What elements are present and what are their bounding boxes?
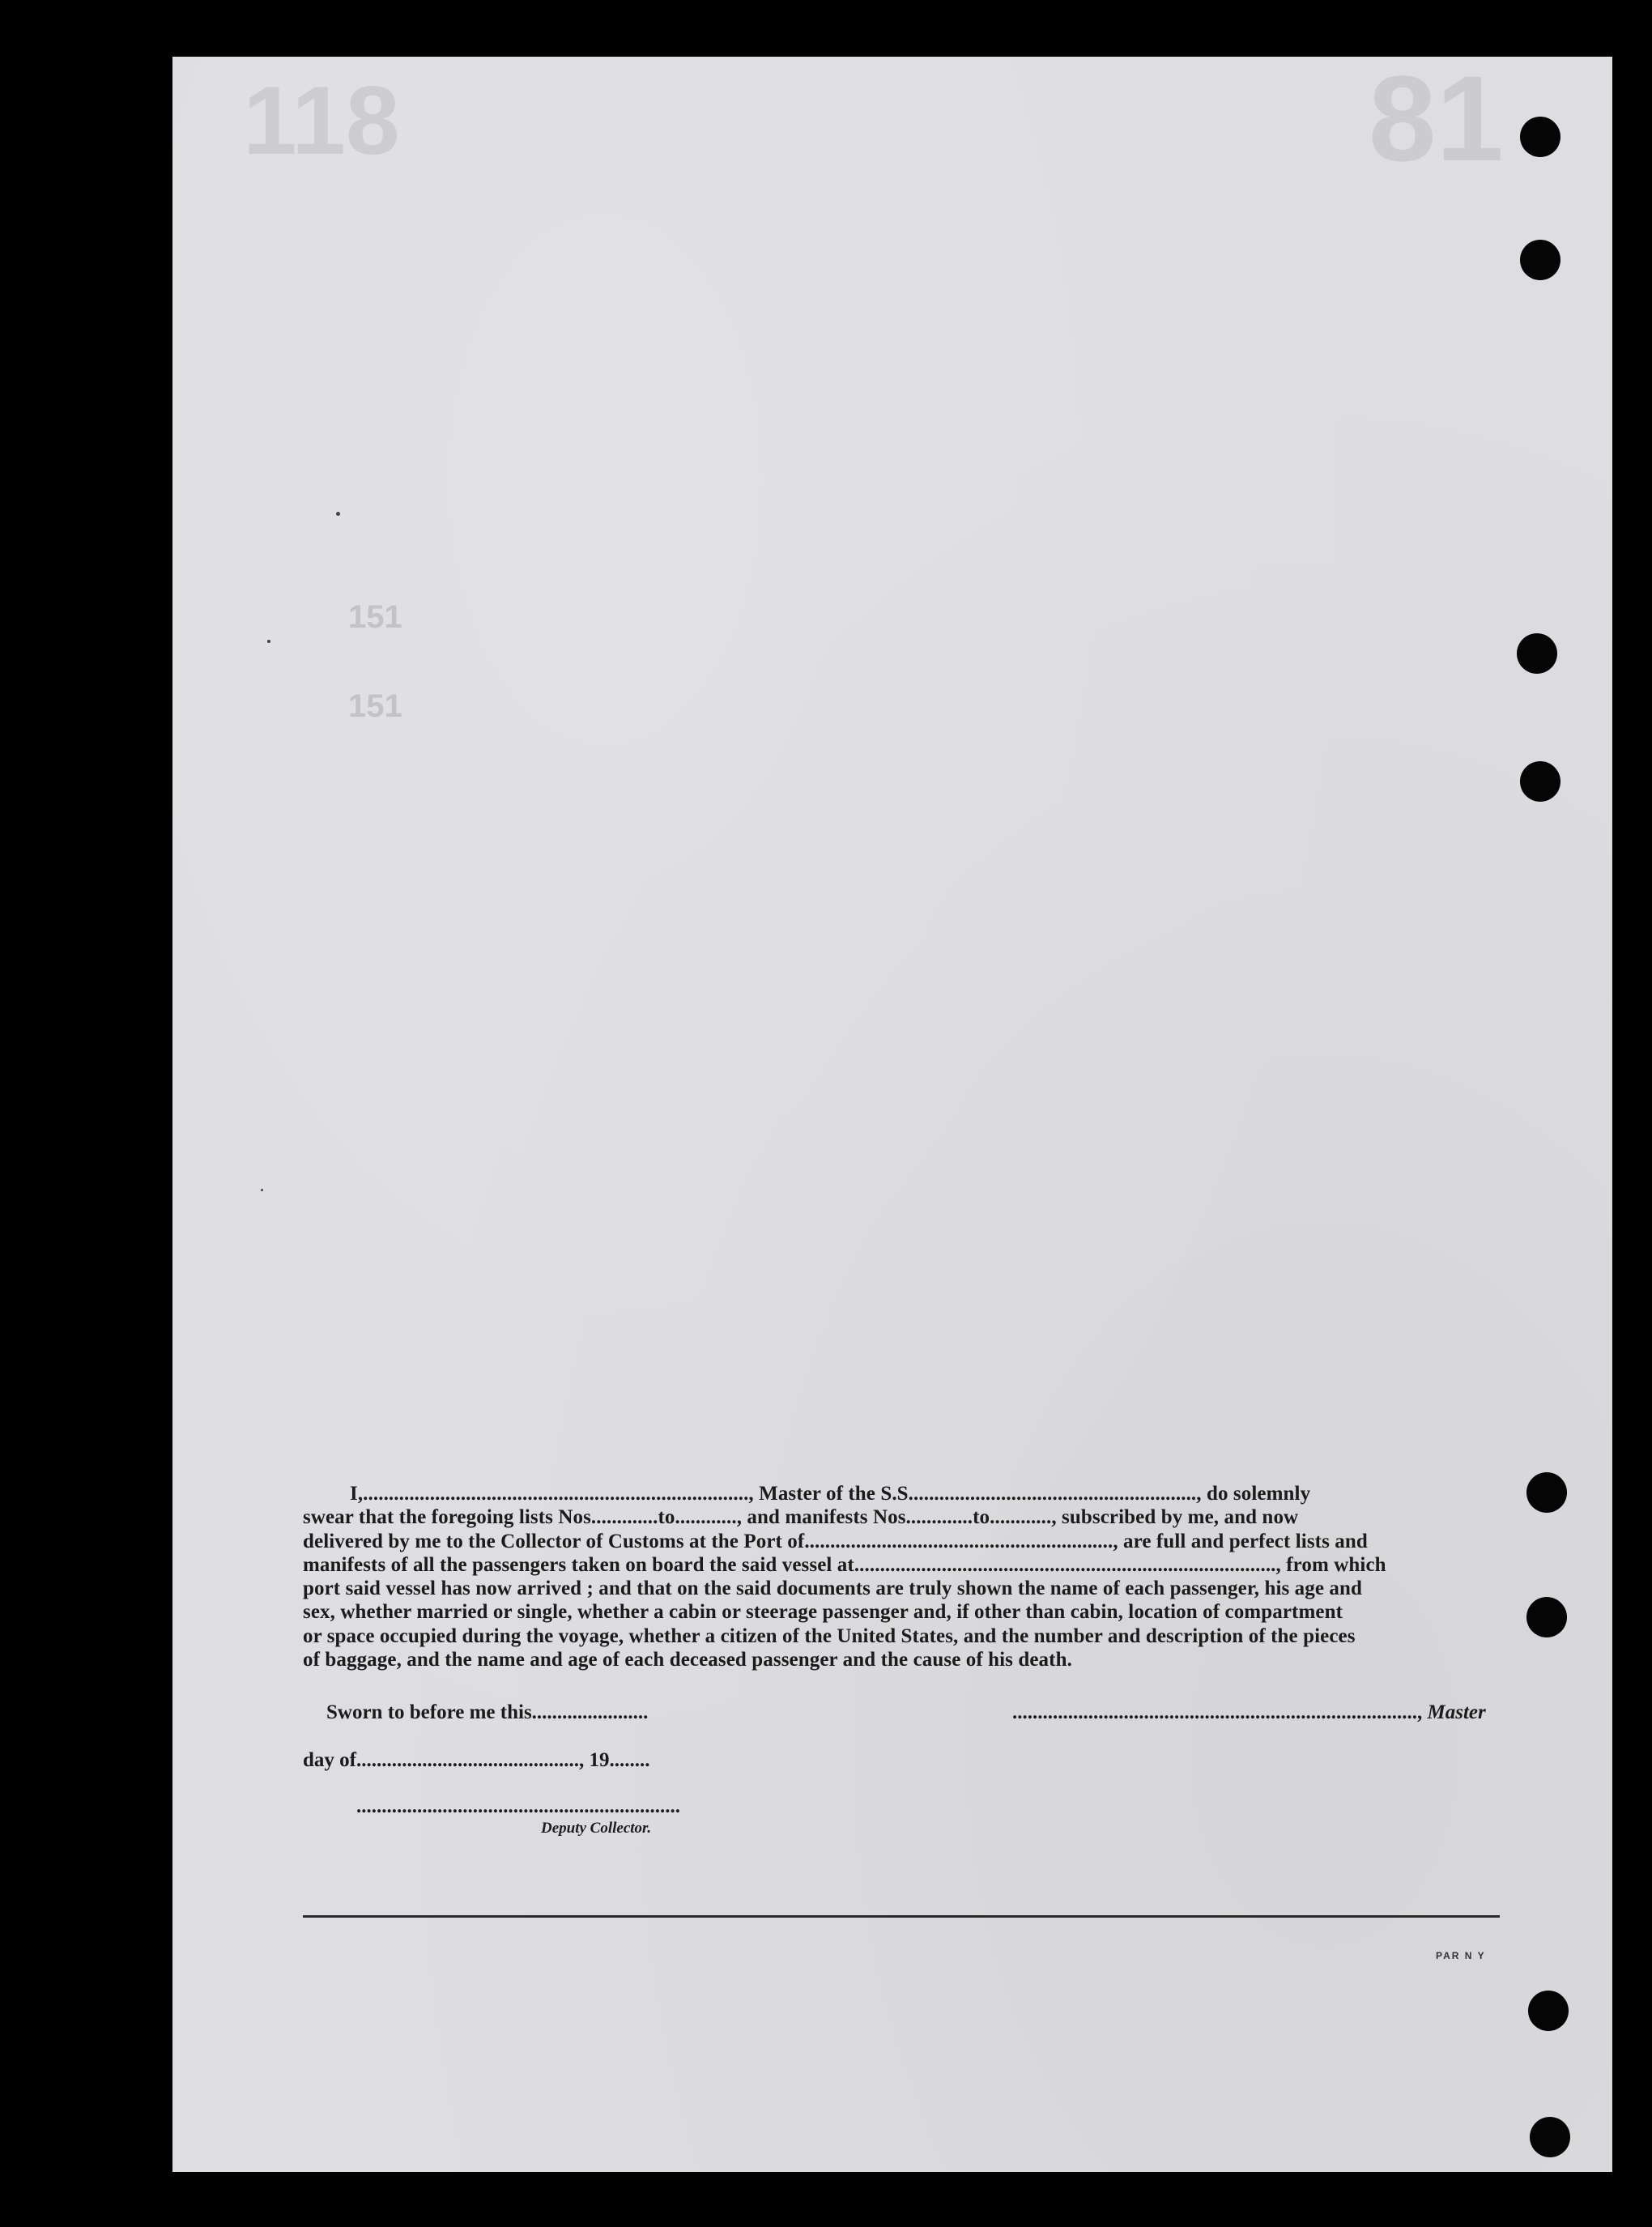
printer-mark: PAR N Y <box>1436 1950 1486 1961</box>
binder-hole <box>1520 761 1560 802</box>
oath-line: or space occupied during the voyage, whether a citizen of the United States, and the number and description of the pieces <box>303 1624 1356 1647</box>
binder-hole <box>1526 1472 1567 1513</box>
bleed-through-mark: 151 <box>348 599 402 635</box>
binder-hole <box>1520 117 1560 157</box>
sworn-line: Sworn to before me this....................... <box>326 1701 649 1723</box>
master-signature-dots: ................................................................................, <box>1012 1701 1423 1723</box>
speck <box>336 512 340 516</box>
master-label: Master <box>1427 1701 1486 1723</box>
oath-paragraph <box>303 1482 1500 1671</box>
oath-line: of baggage, and the name and age of each deceased passenger and the cause of his death. <box>303 1649 1072 1671</box>
deputy-collector-label: Deputy Collector. <box>541 1820 652 1837</box>
speck <box>261 1189 263 1191</box>
document-page <box>172 57 1612 2172</box>
oath-line: sex, whether married or single, whether a cabin or steerage passenger and, if other than cabin, location of compartment <box>303 1601 1343 1624</box>
binder-hole <box>1526 1597 1567 1637</box>
binder-hole <box>1528 1991 1569 2031</box>
oath-line: port said vessel has now arrived ; and that on the said documents are truly shown the name of each passenger, his age and <box>303 1578 1363 1600</box>
bleed-through-mark: 151 <box>348 688 402 724</box>
speck <box>267 640 270 643</box>
oath-line: I,..........................................................................., Master of the S.S........................................................, do solemnly <box>350 1483 1311 1505</box>
binder-hole <box>1517 633 1557 674</box>
oath-line: swear that the foregoing lists Nos.............to............, and manifests Nos.............to............, subscribed by me, and now <box>303 1506 1299 1529</box>
horizontal-rule <box>303 1915 1500 1918</box>
bleed-through-mark: 118 <box>243 66 400 175</box>
bleed-through-mark: 81 <box>1369 50 1504 186</box>
oath-line: manifests of all the passengers taken on board the said vessel at.................................................................................., from which <box>303 1553 1386 1576</box>
oath-line: delivered by me to the Collector of Customs at the Port of............................................................, are full and perfect lists and <box>303 1530 1368 1552</box>
day-of-line: day of............................................, 19........ <box>303 1749 650 1771</box>
master-signature-line <box>1012 1701 1486 1724</box>
binder-hole <box>1530 2117 1570 2157</box>
deputy-collector-signature-line: ................................................................ <box>356 1795 680 1817</box>
binder-hole <box>1520 240 1560 280</box>
